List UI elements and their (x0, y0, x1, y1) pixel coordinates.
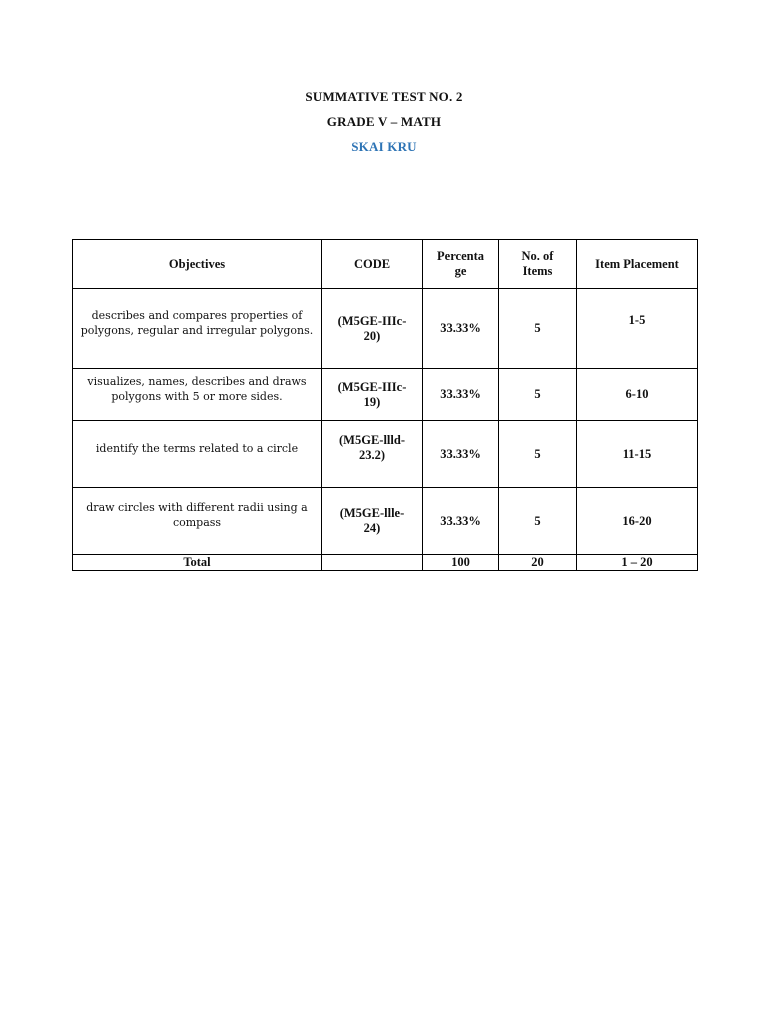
objective-text: describes and compares properties of polygons, regular and irregular polygons. (80, 308, 314, 337)
percentage-cell: 33.33% (423, 421, 499, 488)
table-row (73, 369, 698, 421)
code-cell (322, 488, 423, 555)
placement-cell: 6-10 (577, 369, 698, 421)
items-cell: 5 (499, 289, 577, 369)
code-text (338, 380, 407, 409)
document-author: SKAI KRU (351, 139, 417, 154)
code-line2: 19) (363, 394, 381, 409)
code-line1: (M5GE-IIIc- (337, 313, 407, 328)
objective-cell (73, 488, 322, 555)
total-code-cell (322, 555, 423, 571)
code-cell (322, 421, 423, 488)
objective-text: visualizes, names, describes and draws polygons with 5 or more sides. (87, 374, 307, 403)
code-line2: 24) (363, 521, 381, 535)
document-title: SUMMATIVE TEST NO. 2 (305, 89, 463, 104)
code-line2: 20) (363, 328, 381, 343)
header-percentage-line2: ge (454, 264, 467, 278)
objective-cell (73, 421, 322, 488)
objective-cell (73, 289, 322, 369)
table-header-row (73, 240, 698, 289)
header-placement: Item Placement (577, 240, 698, 289)
placement-cell: 16-20 (577, 488, 698, 555)
document-subtitle: GRADE V – MATH (326, 114, 442, 129)
objective-text: draw circles with different radii using a compass (86, 501, 308, 529)
header-items (499, 240, 577, 289)
header-code: CODE (322, 240, 423, 289)
code-line1: (M5GE-IIIc- (337, 379, 407, 394)
code-cell (322, 289, 423, 369)
code-cell (322, 369, 423, 421)
code-text (340, 506, 405, 535)
table-row (73, 421, 698, 488)
specification-table (72, 239, 698, 571)
percentage-cell: 33.33% (423, 289, 499, 369)
placement-text: 1-5 (628, 313, 646, 327)
table-total-row (73, 555, 698, 571)
percentage-cell: 33.33% (423, 369, 499, 421)
placement-cell: 11-15 (577, 421, 698, 488)
code-line2: 23.2) (358, 448, 386, 462)
objective-text: identify the terms related to a circle (95, 441, 299, 455)
placement-cell (577, 289, 698, 369)
table-row (73, 289, 698, 369)
code-text (338, 314, 407, 343)
percentage-cell: 33.33% (423, 488, 499, 555)
total-items-cell: 20 (499, 555, 577, 571)
table-row (73, 488, 698, 555)
objective-cell (73, 369, 322, 421)
header-percentage-line1: Percenta (437, 249, 484, 263)
items-cell: 5 (499, 369, 577, 421)
header-items-line1: No. of (521, 249, 554, 263)
code-line1: (M5GE-llle- (339, 506, 405, 520)
header-items-line2: Items (522, 264, 553, 278)
code-line1: (M5GE-llld- (339, 433, 405, 447)
total-percentage-cell: 100 (423, 555, 499, 571)
header-objectives: Objectives (73, 240, 322, 289)
total-label-cell: Total (73, 555, 322, 571)
code-text (339, 433, 405, 463)
total-placement-cell: 1 – 20 (577, 555, 698, 571)
items-cell: 5 (499, 421, 577, 488)
header-percentage (423, 240, 499, 289)
items-cell: 5 (499, 488, 577, 555)
